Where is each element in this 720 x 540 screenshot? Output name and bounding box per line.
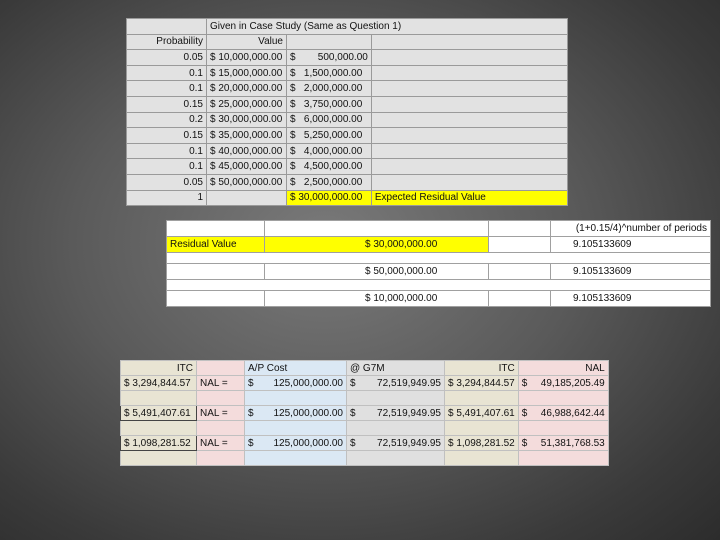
g7-cell [347, 406, 445, 421]
currency-symbol: $ [521, 437, 528, 449]
product-cell: $ 2,000,000.00 [287, 81, 372, 97]
probability-header: Probability [127, 34, 207, 50]
itc-cell: $ 3,294,844.57 [121, 376, 197, 391]
product-cell: $ 3,750,000.00 [287, 96, 372, 112]
expected-residual-label: Expected Residual Value [371, 190, 567, 206]
itc-header: ITC [121, 361, 197, 376]
g7-cell [347, 436, 445, 451]
nal-value: 51,381,768.53 [540, 437, 605, 449]
case-study-table [126, 18, 568, 206]
value-cell: $ 45,000,000.00 [207, 159, 287, 175]
value-cell: $ 15,000,000.00 [207, 65, 287, 81]
nal-label: NAL = [197, 376, 245, 391]
value-cell: $ 10,000,000.00 [207, 50, 287, 66]
residual-value-cell: $ 10,000,000.00 [265, 291, 489, 307]
factor-cell: 9.105133609 [551, 291, 711, 307]
product-cell: $ 4,000,000.00 [287, 143, 372, 159]
table-row [127, 34, 568, 50]
cost-value: 125,000,000.00 [273, 377, 343, 389]
residual-value-cell: $ 30,000,000.00 [265, 237, 489, 253]
factor-cell: 9.105133609 [551, 264, 711, 280]
factor-cell: 9.105133609 [551, 237, 711, 253]
g7-value: 72,519,949.95 [377, 437, 441, 449]
spacer-row [121, 451, 609, 466]
residual-value-cell: $ 50,000,000.00 [265, 264, 489, 280]
itc2-header: ITC [445, 361, 519, 376]
nal-value: 49,185,205.49 [540, 377, 605, 389]
probability-cell: 0.05 [127, 174, 207, 190]
value-cell: $ 20,000,000.00 [207, 81, 287, 97]
nal-header: NAL [518, 361, 608, 376]
cost-cell [245, 406, 347, 421]
spacer-row [121, 421, 609, 436]
table-row [167, 280, 711, 291]
cost-cell [245, 436, 347, 451]
nal-cell [518, 406, 608, 421]
product-cell: $ 2,500,000.00 [287, 174, 372, 190]
residual-value-table [166, 220, 711, 307]
nal-cell [518, 436, 608, 451]
product-cell: $ 6,000,000.00 [287, 112, 372, 128]
table-row [127, 81, 568, 97]
currency-symbol: $ [248, 437, 254, 449]
itc-cell: $ 5,491,407.61 [121, 406, 197, 421]
probability-cell: 0.15 [127, 128, 207, 144]
table-row [167, 237, 711, 253]
product-cell: $ 5,250,000.00 [287, 128, 372, 144]
cost-value: 125,000,000.00 [273, 407, 343, 419]
g7-value: 72,519,949.95 [377, 377, 441, 389]
table-row [121, 361, 609, 376]
itc2-cell: $ 5,491,407.61 [445, 406, 519, 421]
product-cell: $ 500,000.00 [287, 50, 372, 66]
cost-header: A/P Cost [245, 361, 347, 376]
value-cell: $ 25,000,000.00 [207, 96, 287, 112]
nal-label: NAL = [197, 406, 245, 421]
cost-cell [245, 376, 347, 391]
probability-cell: 0.1 [127, 81, 207, 97]
cost-value: 125,000,000.00 [273, 437, 343, 449]
case-study-title: Given in Case Study (Same as Question 1) [207, 19, 568, 35]
currency-symbol: $ [248, 377, 254, 389]
table-row [121, 406, 609, 421]
product-cell: $ 4,500,000.00 [287, 159, 372, 175]
probability-cell: 0.15 [127, 96, 207, 112]
currency-symbol: $ [521, 407, 528, 419]
table-row [127, 96, 568, 112]
nal-value: 46,988,642.44 [540, 407, 605, 419]
g7-header: @ G7M [347, 361, 445, 376]
probability-cell: 0.1 [127, 65, 207, 81]
value-cell: $ 50,000,000.00 [207, 174, 287, 190]
currency-symbol: $ [350, 437, 356, 449]
value-cell: $ 40,000,000.00 [207, 143, 287, 159]
nal-label: NAL = [197, 436, 245, 451]
table-row [127, 50, 568, 66]
table-row [127, 65, 568, 81]
itc2-cell: $ 1,098,281.52 [445, 436, 519, 451]
currency-symbol: $ [248, 407, 254, 419]
table-row [167, 291, 711, 307]
itc2-cell: $ 3,294,844.57 [445, 376, 519, 391]
value-cell: $ 30,000,000.00 [207, 112, 287, 128]
table-row [127, 174, 568, 190]
table-row [127, 159, 568, 175]
residual-value-label: Residual Value [167, 237, 265, 253]
table-row [127, 112, 568, 128]
currency-symbol: $ [521, 377, 528, 389]
currency-symbol: $ [350, 407, 356, 419]
formula-header: (1+0.15/4)^number of periods [551, 221, 711, 237]
value-header: Value [207, 34, 287, 50]
table-row [167, 253, 711, 264]
probability-cell: 0.05 [127, 50, 207, 66]
table-row [121, 376, 609, 391]
probability-total: 1 [127, 190, 207, 206]
nal-table [120, 360, 609, 466]
nal-cell [518, 376, 608, 391]
value-cell: $ 35,000,000.00 [207, 128, 287, 144]
table-row [127, 19, 568, 35]
probability-cell: 0.1 [127, 159, 207, 175]
currency-symbol: $ [350, 377, 356, 389]
product-cell: $ 1,500,000.00 [287, 65, 372, 81]
table-row [127, 128, 568, 144]
spacer-row [121, 391, 609, 406]
g7-cell [347, 376, 445, 391]
table-row [127, 190, 568, 206]
expected-residual-total: $ 30,000,000.00 [287, 190, 372, 206]
itc-cell: $ 1,098,281.52 [121, 436, 197, 451]
table-row [167, 221, 711, 237]
table-row [121, 436, 609, 451]
probability-cell: 0.2 [127, 112, 207, 128]
table-row [127, 143, 568, 159]
table-row [167, 264, 711, 280]
g7-value: 72,519,949.95 [377, 407, 441, 419]
probability-cell: 0.1 [127, 143, 207, 159]
